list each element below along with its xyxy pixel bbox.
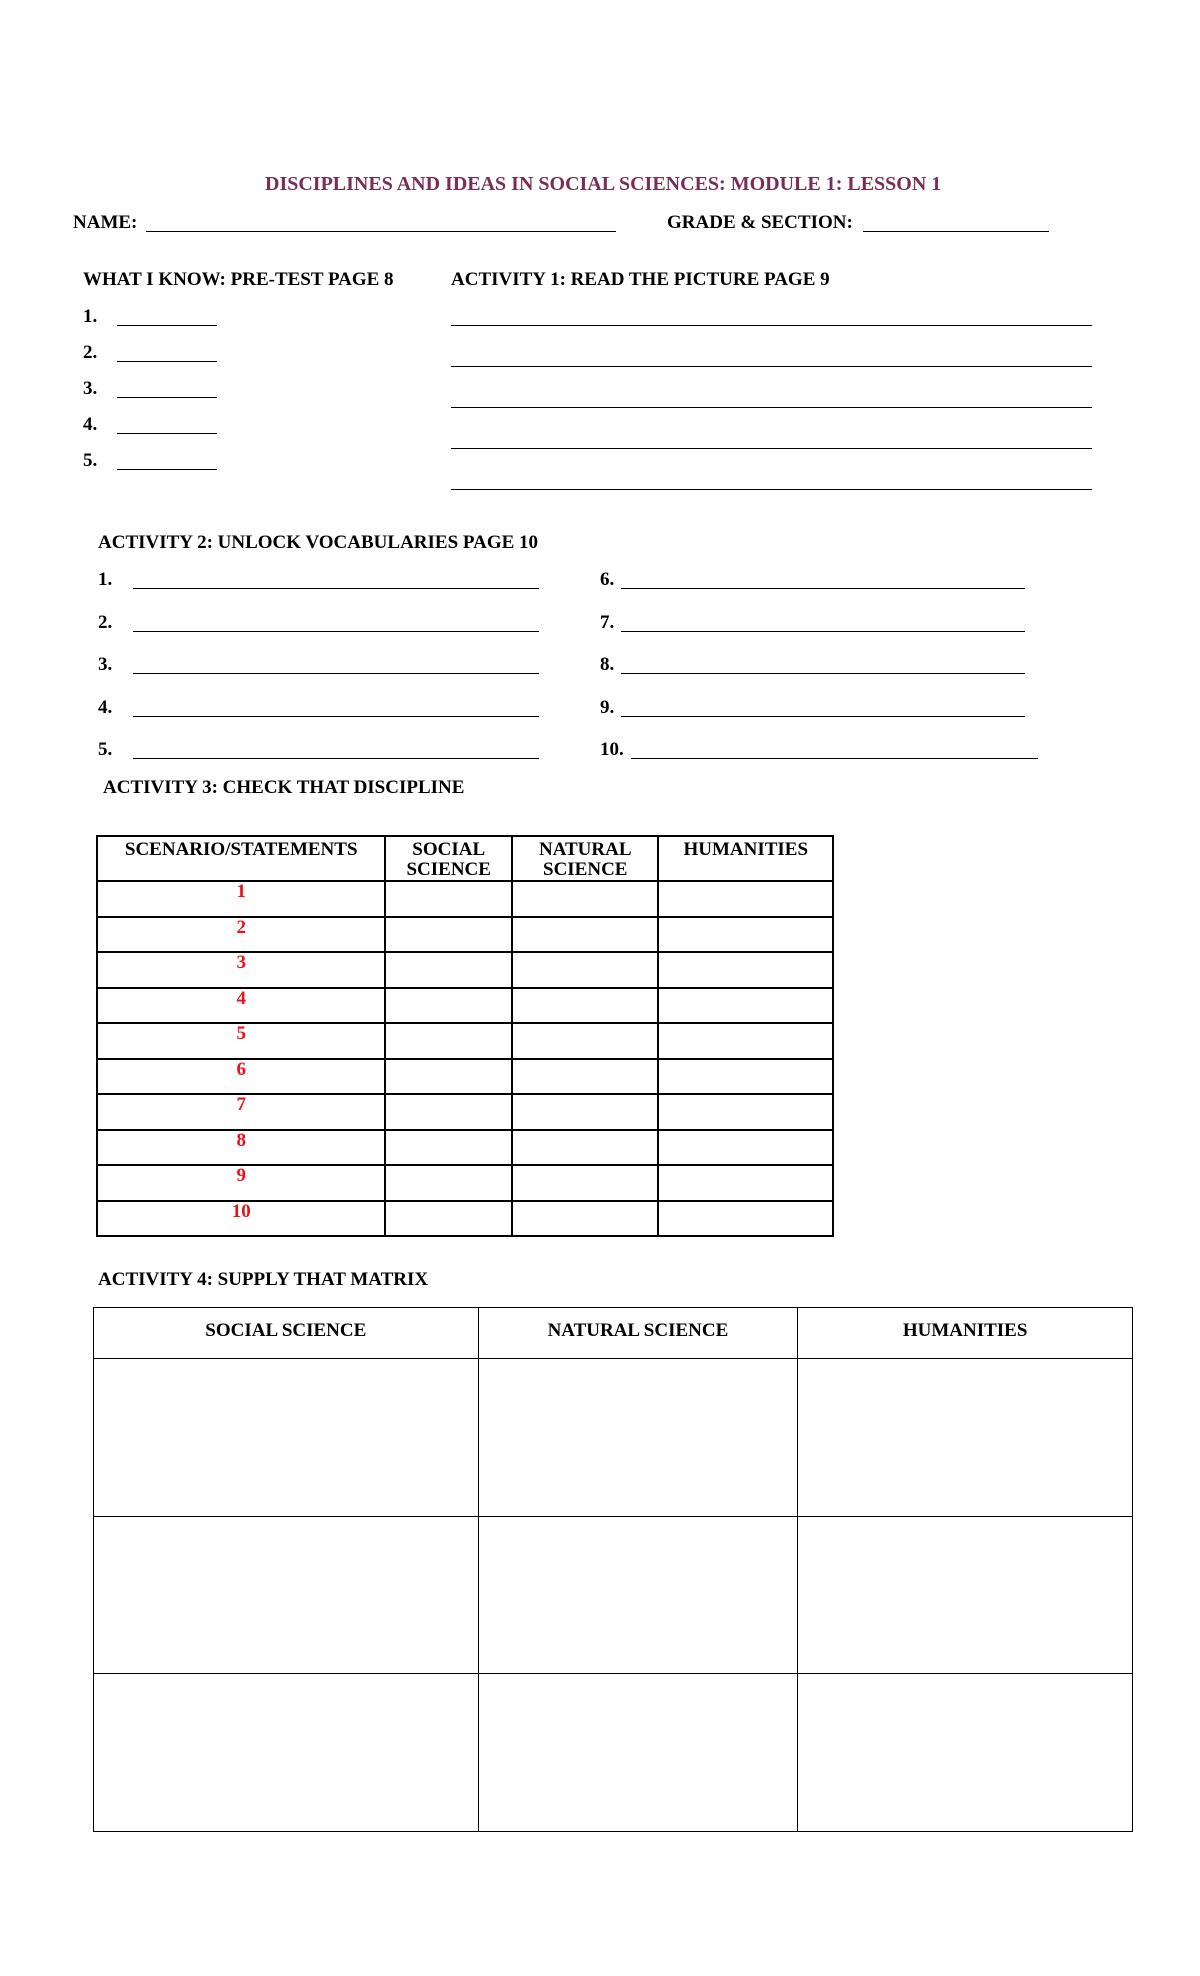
check-cell[interactable] (385, 1201, 512, 1237)
check-cell[interactable] (658, 952, 833, 988)
activity1-heading: ACTIVITY 1: READ THE PICTURE PAGE 9 (451, 269, 830, 290)
scenario-number: 2 (97, 917, 385, 953)
matrix-cell[interactable] (798, 1516, 1133, 1674)
check-cell[interactable] (658, 1165, 833, 1201)
activity4-heading: ACTIVITY 4: SUPPLY THAT MATRIX (98, 1269, 429, 1290)
scenario-number: 4 (97, 988, 385, 1024)
matrix-cell[interactable] (478, 1359, 798, 1517)
matrix-cell[interactable] (94, 1516, 479, 1674)
activity4-column-header: HUMANITIES (798, 1308, 1133, 1359)
table-row (97, 1165, 833, 1201)
pretest-answer-field[interactable] (117, 361, 217, 362)
table-row (97, 1201, 833, 1237)
check-cell[interactable] (385, 1023, 512, 1059)
vocab-answer-field[interactable] (133, 631, 539, 632)
scenario-number: 9 (97, 1165, 385, 1201)
pretest-answer-field[interactable] (117, 469, 217, 470)
pretest-item-number: 1. (83, 306, 98, 327)
check-cell[interactable] (658, 1130, 833, 1166)
check-cell[interactable] (385, 1165, 512, 1201)
vocab-answer-field[interactable] (621, 673, 1025, 674)
check-cell[interactable] (385, 1130, 512, 1166)
pretest-answer-field[interactable] (117, 397, 217, 398)
pretest-item-number: 2. (83, 342, 98, 363)
activity3-table (96, 835, 834, 1237)
vocab-answer-field[interactable] (631, 758, 1038, 759)
vocab-answer-field[interactable] (133, 588, 539, 589)
table-row (97, 988, 833, 1024)
activity4-table (93, 1307, 1133, 1832)
check-cell[interactable] (658, 1059, 833, 1095)
matrix-cell[interactable] (478, 1516, 798, 1674)
activity3-column-header-line: SCIENCE (406, 859, 491, 880)
vocab-item-number: 1. (98, 569, 113, 590)
check-cell[interactable] (512, 1130, 658, 1166)
check-cell[interactable] (512, 917, 658, 953)
table-row (97, 952, 833, 988)
activity3-column-header (512, 836, 658, 881)
activity4-column-header: NATURAL SCIENCE (478, 1308, 798, 1359)
scenario-number: 7 (97, 1094, 385, 1130)
activity3-column-header-line: NATURAL (538, 839, 632, 860)
check-cell[interactable] (512, 1165, 658, 1201)
scenario-number: 8 (97, 1130, 385, 1166)
activity1-answer-line[interactable] (451, 489, 1092, 490)
vocab-item-number: 8. (600, 654, 615, 675)
activity3-column-header-line: HUMANITIES (683, 839, 809, 860)
name-label: NAME: (73, 212, 138, 233)
vocab-item-number: 2. (98, 611, 113, 633)
activity1-answer-line[interactable] (451, 448, 1092, 449)
check-cell[interactable] (385, 988, 512, 1024)
check-cell[interactable] (658, 988, 833, 1024)
check-cell[interactable] (512, 1059, 658, 1095)
activity1-answer-line[interactable] (451, 407, 1092, 408)
matrix-cell[interactable] (94, 1359, 479, 1517)
check-cell[interactable] (385, 881, 512, 917)
table-row (97, 1023, 833, 1059)
check-cell[interactable] (658, 1023, 833, 1059)
activity1-answer-line[interactable] (451, 325, 1092, 326)
activity3-column-header (385, 836, 512, 881)
scenario-number: 10 (97, 1201, 385, 1237)
scenario-number: 1 (97, 881, 385, 917)
pretest-item-number: 4. (83, 414, 98, 435)
vocab-item-number: 10. (600, 739, 624, 760)
table-row (94, 1516, 1133, 1674)
activity3-column-header-line: SCENARIO/STATEMENTS (124, 839, 358, 860)
vocab-item-number: 3. (98, 654, 113, 675)
matrix-cell[interactable] (798, 1359, 1133, 1517)
activity3-heading: ACTIVITY 3: CHECK THAT DISCIPLINE (103, 777, 465, 798)
check-cell[interactable] (512, 988, 658, 1024)
name-field[interactable] (146, 231, 616, 232)
scenario-number: 5 (97, 1023, 385, 1059)
pretest-item-number: 3. (83, 378, 98, 399)
pretest-heading: WHAT I KNOW: PRE-TEST PAGE 8 (83, 269, 394, 290)
vocab-answer-field[interactable] (621, 716, 1025, 717)
activity2-heading: ACTIVITY 2: UNLOCK VOCABULARIES PAGE 10 (98, 532, 539, 553)
table-row (97, 881, 833, 917)
check-cell[interactable] (512, 952, 658, 988)
check-cell[interactable] (512, 1023, 658, 1059)
activity3-column-header-line: SOCIAL (412, 839, 486, 860)
vocab-item-number: 6. (600, 569, 615, 590)
scenario-number: 6 (97, 1059, 385, 1095)
pretest-item-number: 5. (83, 450, 98, 471)
vocab-answer-field[interactable] (621, 588, 1025, 589)
check-cell[interactable] (512, 1094, 658, 1130)
activity1-answer-line[interactable] (451, 366, 1092, 367)
check-cell[interactable] (658, 917, 833, 953)
check-cell[interactable] (385, 917, 512, 953)
activity4-header-row (94, 1308, 1133, 1359)
table-row (97, 917, 833, 953)
table-row (97, 1059, 833, 1095)
activity4-column-header: SOCIAL SCIENCE (94, 1308, 479, 1359)
table-row (97, 1094, 833, 1130)
activity3-column-header (658, 836, 833, 881)
scenario-number: 3 (97, 952, 385, 988)
check-cell[interactable] (658, 1201, 833, 1237)
vocab-answer-field[interactable] (621, 631, 1025, 632)
matrix-cell[interactable] (94, 1674, 479, 1832)
table-row (94, 1359, 1133, 1517)
check-cell[interactable] (512, 1201, 658, 1237)
check-cell[interactable] (658, 1094, 833, 1130)
activity3-column-header-line: SCIENCE (543, 859, 628, 880)
table-row (97, 1130, 833, 1166)
check-cell[interactable] (385, 1059, 512, 1095)
check-cell[interactable] (385, 952, 512, 988)
check-cell[interactable] (512, 881, 658, 917)
vocab-answer-field[interactable] (133, 758, 539, 759)
activity3-column-header (97, 836, 385, 881)
vocab-item-number: 9. (600, 696, 615, 718)
activity3-header-row (97, 836, 833, 881)
matrix-cell[interactable] (798, 1674, 1133, 1832)
vocab-answer-field[interactable] (133, 673, 539, 674)
check-cell[interactable] (658, 881, 833, 917)
page-title: DISCIPLINES AND IDEAS IN SOCIAL SCIENCES: MODULE 1: LESSON 1 (265, 173, 942, 195)
vocab-item-number: 5. (98, 739, 113, 760)
matrix-cell[interactable] (478, 1674, 798, 1832)
grade-section-label: GRADE & SECTION: (667, 212, 853, 233)
vocab-item-number: 4. (98, 696, 113, 718)
vocab-item-number: 7. (600, 611, 615, 633)
pretest-answer-field[interactable] (117, 433, 217, 434)
check-cell[interactable] (385, 1094, 512, 1130)
pretest-answer-field[interactable] (117, 325, 217, 326)
table-row (94, 1674, 1133, 1832)
vocab-answer-field[interactable] (133, 716, 539, 717)
grade-section-field[interactable] (863, 231, 1049, 232)
